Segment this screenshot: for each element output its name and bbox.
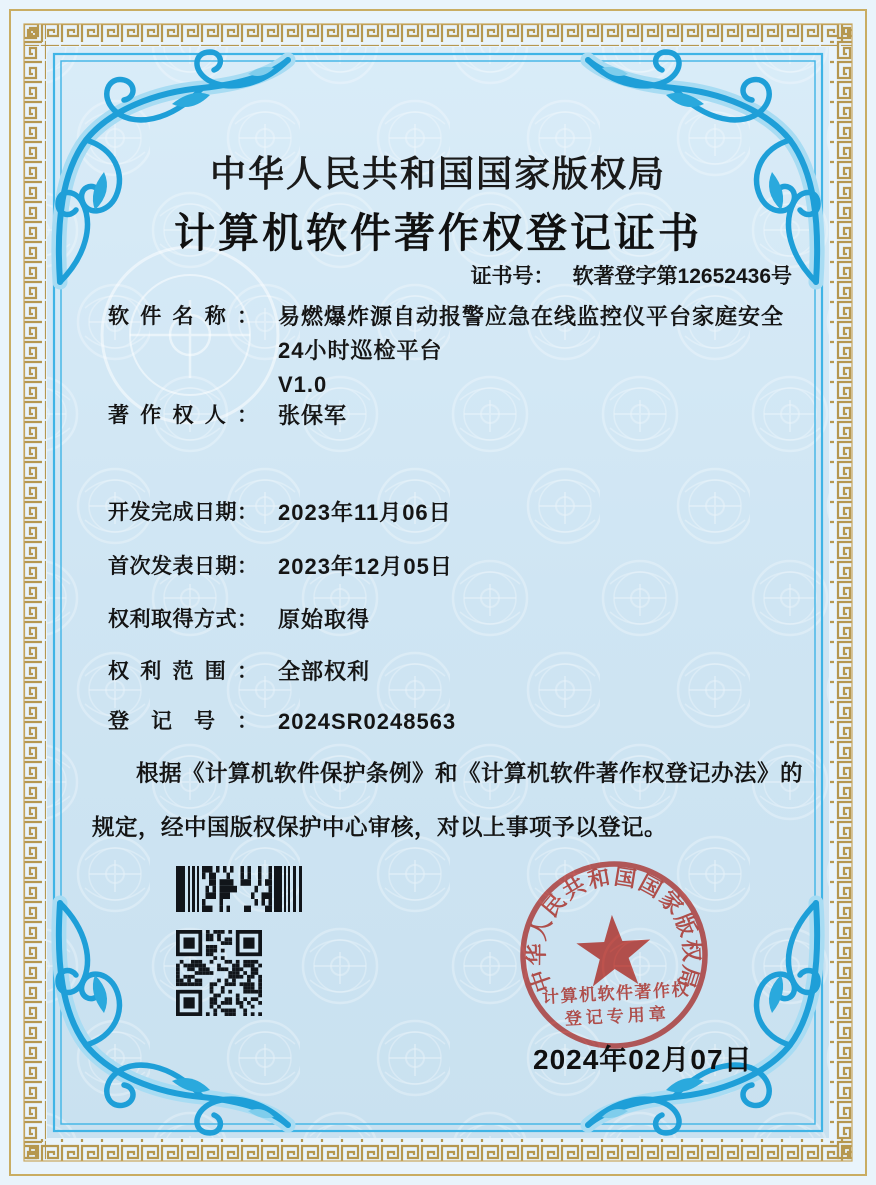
red-star-icon: [575, 913, 653, 987]
field-value: 张保军: [278, 403, 348, 428]
field-registration-number: [108, 705, 456, 739]
field-software-name: [108, 300, 784, 402]
software-name-line-1: 易燃爆炸源自动报警应急在线监控仪平台家庭安全: [278, 304, 785, 329]
field-value: 全部权利: [278, 659, 371, 684]
field-label: 开发完成日期：: [108, 501, 258, 524]
field-label: 登记号：: [108, 710, 258, 733]
field-development-completion-date: [108, 496, 452, 530]
certificate-title: 计算机软件著作权登记证书: [174, 210, 702, 256]
field-label: 权利范围：: [108, 660, 258, 683]
certificate-number-label: 证书号：: [470, 265, 555, 288]
certificate-number: [471, 260, 792, 290]
field-rights-acquisition-method: [108, 603, 370, 637]
barcode: [176, 866, 304, 912]
field-label: 著作权人：: [108, 404, 258, 427]
field-value: [278, 300, 784, 402]
seal-caption-line-2: 登记专用章: [564, 1004, 671, 1029]
field-value: 2023年12月05日: [278, 554, 453, 579]
field-label: 首次发表日期：: [108, 555, 258, 578]
field-value: 2024SR0248563: [278, 709, 457, 734]
issue-date: 2024年02月07日: [533, 1044, 753, 1075]
qr-code: [176, 930, 262, 1016]
seal-caption-line-1: 计算机软件著作权: [541, 980, 691, 1007]
field-copyright-owner: [108, 399, 347, 433]
registration-statement-line-2: 规定，经中国版权保护中心审核，对以上事项予以登记。: [92, 815, 668, 840]
field-value: 原始取得: [278, 607, 371, 632]
software-version: V1.0: [278, 372, 328, 397]
software-name-line-2: 24小时巡检平台: [278, 338, 443, 363]
field-label: 权利取得方式：: [108, 608, 258, 631]
certificate-number-value: 软著登字第12652436号: [572, 265, 792, 288]
issuing-authority-title: 中华人民共和国国家版权局: [209, 154, 666, 194]
field-value: 2023年11月06日: [278, 500, 452, 525]
registration-statement-line-1: 根据《计算机软件保护条例》和《计算机软件著作权登记办法》的: [136, 761, 804, 786]
seal-ring-text: 中华人民共和国国家版权局: [523, 863, 705, 996]
field-label: 软件名称：: [108, 305, 258, 328]
field-first-publication-date: [108, 550, 453, 584]
field-scope-of-rights: [108, 655, 370, 689]
